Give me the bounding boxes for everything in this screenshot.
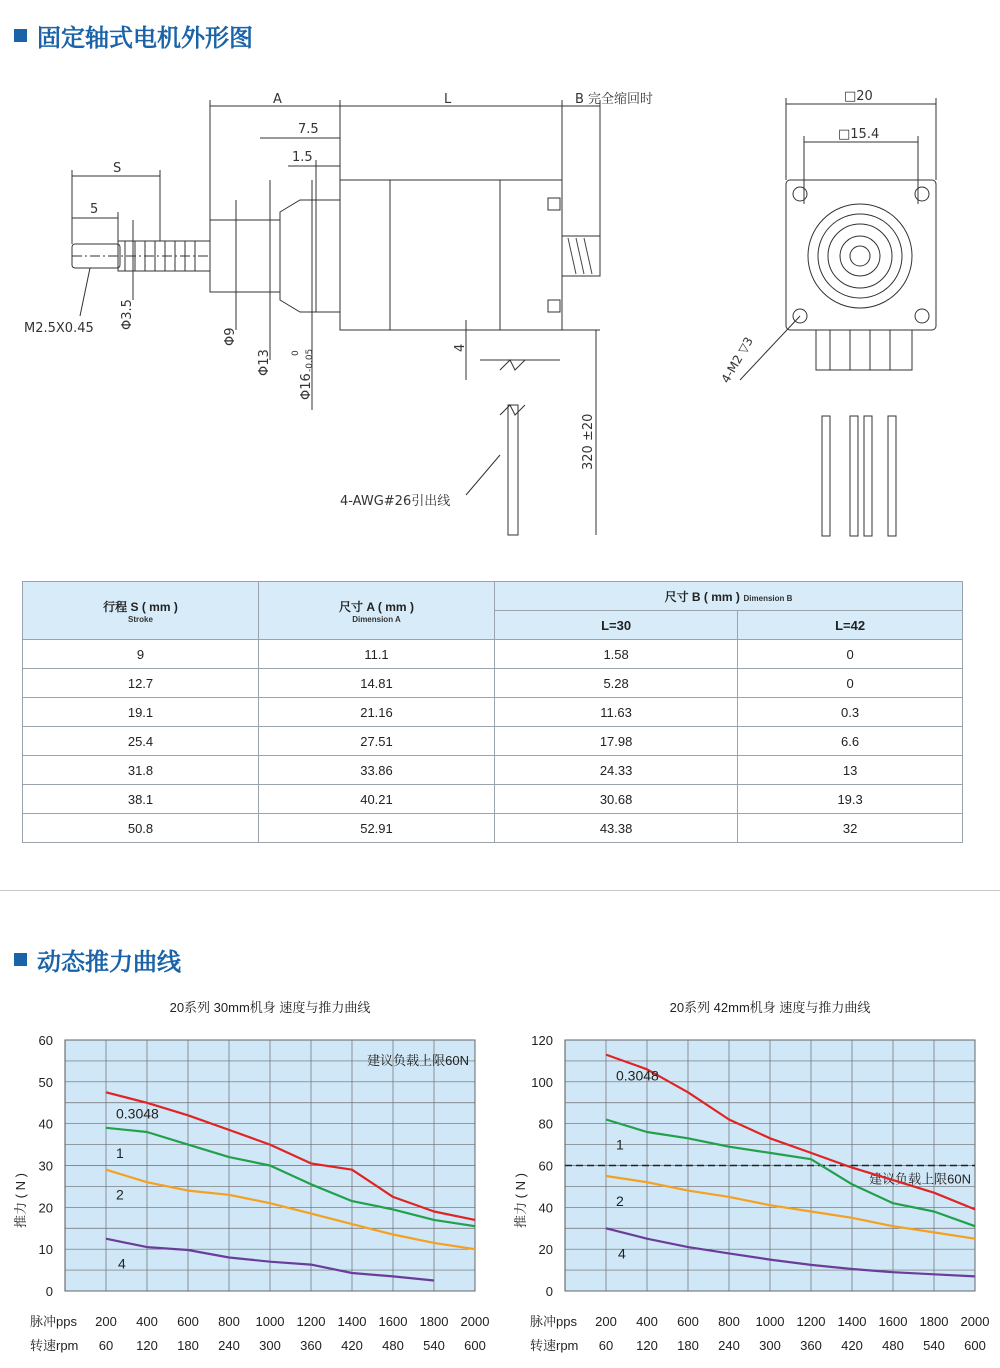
header-stroke: 行程 S ( mm ) Stroke [23,582,259,640]
table-row [23,698,963,727]
x-tick-label-rpm: 420 [341,1338,363,1353]
y-axis-label: 推力 ( N ) [513,1173,528,1228]
series-label: 1 [116,1144,124,1161]
x-tick-label-rpm: 360 [800,1338,822,1353]
x-tick-label-rpm: 600 [964,1338,986,1353]
phi13-label: Φ13 [257,349,272,376]
dim-B-label: B 完全缩回时 [575,92,654,107]
table-cell: 11.63 [495,698,738,727]
sq15-4-label: □15.4 [838,127,880,142]
x-tick-label-rpm: 480 [382,1338,404,1353]
table-cell: 31.8 [23,756,259,785]
x-tick-label-rpm: 60 [598,1338,614,1353]
section-title-outline [14,18,253,53]
y-tick-label: 40 [538,1200,553,1216]
x-tick-label-pps: 600 [677,1314,699,1329]
x-tick-label-rpm: 540 [923,1338,945,1353]
series-label: 4 [118,1255,126,1272]
thrust-chart-42mm [500,995,1000,1360]
header-dimension-a: 尺寸 A ( mm ) Dimension A [259,582,495,640]
phi9-label: Φ9 [223,327,238,346]
series-label: 2 [116,1186,124,1203]
table-cell: 19.1 [23,698,259,727]
x-tick-label-rpm: 600 [464,1338,486,1353]
table-cell: 19.3 [738,785,963,814]
x-tick-label-pps: 1000 [755,1314,785,1329]
table-row [23,785,963,814]
table-row [23,640,963,669]
table-cell: 11.1 [259,640,495,669]
x-axis-label-pps: 脉冲pps [30,1314,77,1329]
dimension-table [22,581,963,843]
table-row [23,727,963,756]
dim-A-label: A [273,92,282,107]
table-cell: 50.8 [23,814,259,843]
section-title-text: 动态推力曲线 [37,948,181,976]
wire-label: 4-AWG#26引出线 [340,494,451,509]
y-tick-label: 40 [38,1116,53,1132]
dim-7-5-label: 7.5 [298,122,319,137]
sq20-label: □20 [844,89,873,104]
x-tick-label-pps: 800 [218,1314,240,1329]
table-cell: 32 [738,814,963,843]
x-tick-label-rpm: 60 [98,1338,114,1353]
annotation-text: 建议负载上限60N [367,1053,469,1068]
motor-outline-drawing [0,70,1000,560]
y-tick-label: 60 [38,1033,53,1048]
x-tick-label-rpm: 240 [718,1338,740,1353]
phi3-5-label: Φ3.5 [120,299,135,330]
x-axis-label-rpm: 转速rpm [530,1338,579,1353]
lead-length-label: 320 ±20 [581,413,596,470]
series-label: 0.3048 [116,1105,159,1122]
x-tick-label-rpm: 180 [177,1338,199,1353]
x-tick-label-pps: 600 [177,1314,199,1329]
section-divider [0,890,1000,891]
table-row [23,669,963,698]
table-cell: 6.6 [738,727,963,756]
table-cell: 0 [738,640,963,669]
phi16-tol-lower: -0.05 [305,348,315,372]
rear-screw [562,236,600,276]
x-tick-label-rpm: 300 [759,1338,781,1353]
y-tick-label: 60 [538,1158,553,1174]
series-label: 1 [616,1136,624,1153]
table-row [23,756,963,785]
y-tick-label: 120 [531,1033,553,1048]
table-cell: 52.91 [259,814,495,843]
table-cell: 27.51 [259,727,495,756]
flange [280,200,340,312]
x-tick-label-pps: 1000 [255,1314,285,1329]
dim-4-label: 4 [453,343,468,352]
motor-body [340,180,562,330]
x-tick-label-pps: 1600 [878,1314,908,1329]
title-square-icon [14,953,27,966]
x-tick-label-pps: 200 [595,1314,617,1329]
header-dimension-b: 尺寸 B ( mm ) Dimension B [495,582,963,611]
x-tick-label-pps: 1400 [837,1314,867,1329]
chart-title: 20系列 30mm机身 速度与推力曲线 [169,1000,371,1015]
table-cell: 17.98 [495,727,738,756]
thread-label: M2.5X0.45 [24,321,94,336]
chart-title: 20系列 42mm机身 速度与推力曲线 [669,1000,871,1015]
table-cell: 0 [738,669,963,698]
series-label: 4 [618,1245,626,1262]
phi16-label: Φ16 [299,373,314,400]
section-title-text: 固定轴式电机外形图 [37,24,253,52]
x-tick-label-rpm: 300 [259,1338,281,1353]
x-tick-label-rpm: 540 [423,1338,445,1353]
x-tick-label-rpm: 120 [636,1338,658,1353]
x-tick-label-pps: 1800 [419,1314,449,1329]
x-axis-label-rpm: 转速rpm [30,1338,79,1353]
table-cell: 21.16 [259,698,495,727]
dim-5-label: 5 [90,202,99,217]
x-tick-label-rpm: 480 [882,1338,904,1353]
y-tick-label: 100 [531,1074,553,1090]
title-square-icon [14,29,27,42]
table-cell: 30.68 [495,785,738,814]
table-cell: 33.86 [259,756,495,785]
x-tick-label-rpm: 120 [136,1338,158,1353]
dim-S-label: S [113,161,122,176]
x-tick-label-pps: 2000 [960,1314,990,1329]
table-cell: 13 [738,756,963,785]
x-tick-label-pps: 800 [718,1314,740,1329]
series-label: 2 [616,1192,624,1209]
x-tick-label-pps: 1200 [796,1314,826,1329]
table-cell: 24.33 [495,756,738,785]
x-tick-label-pps: 400 [636,1314,658,1329]
y-tick-label: 50 [38,1074,53,1090]
table-cell: 43.38 [495,814,738,843]
x-tick-label-pps: 1200 [296,1314,326,1329]
annotation-text: 建议负载上限60N [869,1171,971,1187]
table-cell: 14.81 [259,669,495,698]
table-cell: 25.4 [23,727,259,756]
table-cell: 9 [23,640,259,669]
table-cell: 38.1 [23,785,259,814]
x-tick-label-rpm: 180 [677,1338,699,1353]
phi16-tol-upper: 0 [291,350,301,356]
y-tick-label: 0 [545,1284,553,1299]
x-tick-label-pps: 1400 [337,1314,367,1329]
x-tick-label-rpm: 240 [218,1338,240,1353]
holes-label: 4-M2 ▽3 [718,334,756,386]
table-cell: 12.7 [23,669,259,698]
x-tick-label-pps: 1800 [919,1314,949,1329]
table-cell: 5.28 [495,669,738,698]
y-tick-label: 80 [538,1116,553,1132]
side-view [740,98,936,536]
table-cell: 0.3 [738,698,963,727]
x-tick-label-pps: 1600 [378,1314,408,1329]
table-cell: 40.21 [259,785,495,814]
thrust-chart-30mm [0,995,500,1360]
y-axis-label: 推力 ( N ) [13,1173,28,1228]
x-tick-label-pps: 200 [95,1314,117,1329]
section-title-curves [14,942,181,977]
x-tick-label-rpm: 360 [300,1338,322,1353]
x-axis-label-pps: 脉冲pps [530,1314,577,1329]
y-tick-label: 20 [38,1200,53,1216]
table-row [23,814,963,843]
table-cell: 1.58 [495,640,738,669]
header-l42: L=42 [738,611,963,640]
y-tick-label: 10 [38,1242,53,1258]
y-tick-label: 20 [538,1242,553,1258]
x-tick-label-rpm: 420 [841,1338,863,1353]
x-tick-label-pps: 400 [136,1314,158,1329]
x-tick-label-pps: 2000 [460,1314,490,1329]
header-l30: L=30 [495,611,738,640]
dim-1-5-label: 1.5 [292,150,313,165]
series-label: 0.3048 [616,1067,659,1084]
y-tick-label: 0 [45,1284,53,1299]
y-tick-label: 30 [38,1158,53,1174]
dim-L-label: L [444,92,452,107]
